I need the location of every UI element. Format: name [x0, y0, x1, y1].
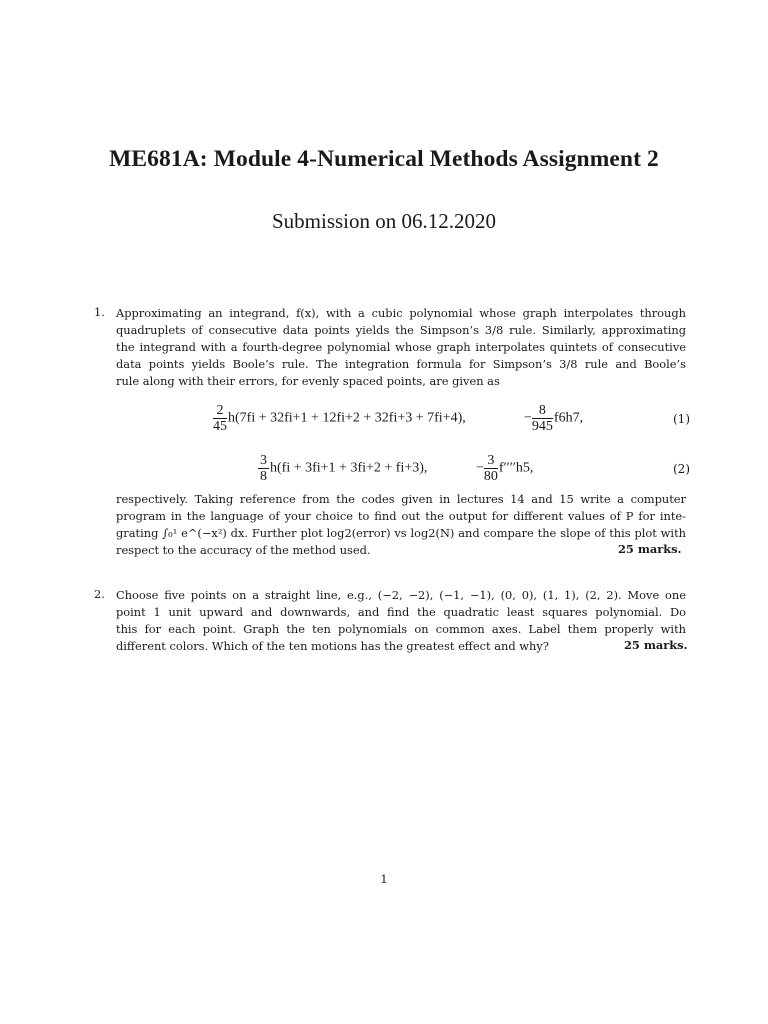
fraction-coefficient: $\frac{3}{8}$ — [260, 453, 267, 484]
fraction-coefficient: $\frac{2}{45}$ — [213, 403, 227, 434]
equation-number: (1) — [673, 412, 690, 426]
problem-text-line: data points yields Boole’s rule. The integration formula for Simpson’s 3/8 rule and Boole’s — [116, 357, 686, 371]
problem-text-line: rule along with their errors, for evenly spaced points, are given as — [116, 374, 500, 388]
document-subtitle: Submission on 06.12.2020 — [271, 209, 497, 233]
fraction-error: $\frac{8}{945}$ — [531, 403, 553, 434]
equation-2: $\frac{3}{8}$ h(fi + 3fi+1 + 3fi+2 + fi+3), − $\frac{3}{80}$ f′′′′h5, (2) — [260, 453, 690, 484]
problem-text-line: different colors. Which of the ten motions has the greatest effect and why? — [116, 639, 549, 653]
marks-label: 25 marks. — [618, 542, 682, 556]
equation-formula: h(fi + 3fi+1 + 3fi+2 + fi+3), — [270, 460, 428, 476]
problem-text-line: quadruplets of consecutive data points yields the Simpson’s 3/8 rule. Similarly, approximating — [116, 323, 686, 337]
equation-number: (2) — [673, 462, 690, 476]
page-number: 1 — [380, 872, 388, 886]
equation-1: $\frac{2}{45}$ h(7fi + 32fi+1 + 12fi+2 + 32fi+3 + 7fi+4), − $\frac{8}{945}$ f6h7, (1) — [213, 403, 690, 434]
problem-text-line: the integrand with a fourth-degree polynomial whose graph interpolates quintets of consecutive — [116, 340, 686, 354]
equation-formula: h(7fi + 32fi+1 + 12fi+2 + 32fi+3 + 7fi+4), — [228, 410, 466, 426]
problem-text-line: grating ∫₀¹ e^(−x²) dx. Further plot log2(error) vs log2(N) and compare the slope of this plot with — [116, 526, 686, 540]
problem-number: 1. — [94, 305, 105, 319]
problem-text-line: program in the language of your choice to find out the output for different values of P for inte- — [116, 509, 686, 523]
error-term: f′′′′h5, — [498, 460, 534, 476]
problem-text-line: this for each point. Graph the ten polynomials on common axes. Label them properly with — [116, 622, 686, 636]
marks-label: 25 marks. — [624, 638, 688, 652]
problem-text-line: Choose five points on a straight line, e.g., (−2, −2), (−1, −1), (0, 0), (1, 1), (2, 2). Move one — [116, 588, 686, 602]
error-term: f6h7, — [553, 410, 584, 426]
problem-text-line: respect to the accuracy of the method used. — [116, 543, 371, 557]
problem-number: 2. — [94, 587, 105, 601]
problem-text-line: respectively. Taking reference from the codes given in lectures 14 and 15 write a computer — [116, 492, 686, 506]
fraction-error: $\frac{3}{80}$ — [483, 453, 498, 484]
document-title: ME681A: Module 4-Numerical Methods Assignment 2 — [109, 146, 659, 172]
problem-text-line: Approximating an integrand, f(x), with a cubic polynomial whose graph interpolates through — [116, 306, 686, 320]
problem-text-line: point 1 unit upward and downwards, and find the quadratic least squares polynomial. Do — [116, 605, 686, 619]
